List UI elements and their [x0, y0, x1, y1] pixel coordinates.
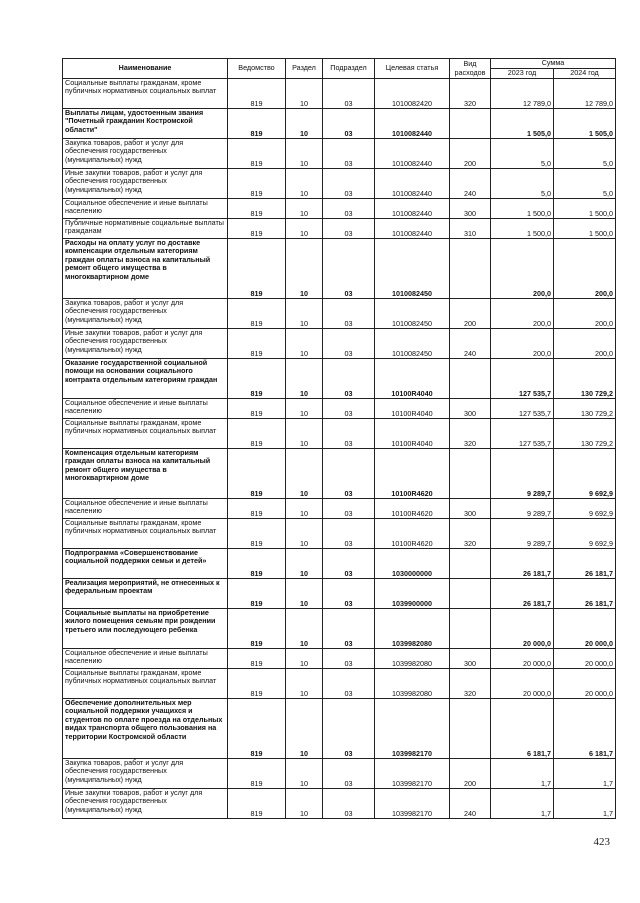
cell-sum-2024: 130 729,2 — [554, 359, 616, 399]
cell-sum-2024: 1,7 — [554, 759, 616, 789]
table-row — [63, 79, 616, 109]
cell-vid — [450, 699, 491, 759]
cell-vedomstvo: 819 — [228, 359, 286, 399]
cell-celevaya: 1010082450 — [375, 329, 450, 359]
cell-name: Подпрограмма «Совершенствование социальной поддержки семьи и детей» — [63, 549, 228, 579]
table-row — [63, 399, 616, 419]
cell-vid — [450, 359, 491, 399]
cell-podrazdel: 03 — [323, 139, 375, 169]
cell-vid: 200 — [450, 759, 491, 789]
table-row — [63, 649, 616, 669]
cell-name: Закупка товаров, работ и услуг для обеспечения государственных (муниципальных) нужд — [63, 299, 228, 329]
cell-name: Социальные выплаты гражданам, кроме публичных нормативных социальных выплат — [63, 79, 228, 109]
cell-celevaya: 1030000000 — [375, 549, 450, 579]
cell-podrazdel: 03 — [323, 329, 375, 359]
cell-sum-2023: 5,0 — [491, 139, 554, 169]
cell-name: Социальные выплаты на приобретение жилого помещения семьям при рождении третьего или последующего ребенка — [63, 609, 228, 649]
cell-razdel: 10 — [286, 199, 323, 219]
cell-razdel: 10 — [286, 169, 323, 199]
cell-vid: 200 — [450, 139, 491, 169]
cell-sum-2024: 9 692,9 — [554, 499, 616, 519]
cell-sum-2024: 6 181,7 — [554, 699, 616, 759]
cell-name: Социальное обеспечение и иные выплаты населению — [63, 199, 228, 219]
cell-name: Иные закупки товаров, работ и услуг для обеспечения государственных (муниципальных) нужд — [63, 169, 228, 199]
cell-celevaya: 1039900000 — [375, 579, 450, 609]
cell-vid: 320 — [450, 79, 491, 109]
cell-sum-2024: 1,7 — [554, 789, 616, 819]
table-row — [63, 239, 616, 299]
cell-vedomstvo: 819 — [228, 109, 286, 139]
page-number: 423 — [593, 836, 610, 848]
cell-sum-2023: 1 505,0 — [491, 109, 554, 139]
cell-podrazdel: 03 — [323, 499, 375, 519]
cell-vedomstvo: 819 — [228, 329, 286, 359]
col-header-razdel: Раздел — [286, 59, 323, 79]
table-row — [63, 139, 616, 169]
cell-sum-2023: 9 289,7 — [491, 499, 554, 519]
cell-podrazdel: 03 — [323, 169, 375, 199]
cell-sum-2024: 130 729,2 — [554, 419, 616, 449]
table-row — [63, 669, 616, 699]
cell-podrazdel: 03 — [323, 649, 375, 669]
cell-celevaya: 1010082440 — [375, 169, 450, 199]
cell-name: Реализация мероприятий, не отнесенных к федеральным проектам — [63, 579, 228, 609]
cell-podrazdel: 03 — [323, 79, 375, 109]
cell-celevaya: 10100R4620 — [375, 519, 450, 549]
table-row — [63, 579, 616, 609]
cell-sum-2023: 12 789,0 — [491, 79, 554, 109]
table-row — [63, 609, 616, 649]
cell-razdel: 10 — [286, 789, 323, 819]
cell-vedomstvo: 819 — [228, 649, 286, 669]
cell-razdel: 10 — [286, 359, 323, 399]
cell-razdel: 10 — [286, 609, 323, 649]
cell-sum-2024: 200,0 — [554, 329, 616, 359]
cell-sum-2023: 200,0 — [491, 329, 554, 359]
cell-vid — [450, 449, 491, 499]
cell-sum-2024: 26 181,7 — [554, 549, 616, 579]
table-row — [63, 759, 616, 789]
cell-vedomstvo: 819 — [228, 399, 286, 419]
cell-name: Иные закупки товаров, работ и услуг для обеспечения государственных (муниципальных) нужд — [63, 329, 228, 359]
col-header-summa: Сумма — [491, 59, 616, 69]
cell-podrazdel: 03 — [323, 449, 375, 499]
cell-vid: 240 — [450, 789, 491, 819]
table-row — [63, 449, 616, 499]
cell-name: Иные закупки товаров, работ и услуг для обеспечения государственных (муниципальных) нужд — [63, 789, 228, 819]
cell-razdel: 10 — [286, 109, 323, 139]
col-header-podrazdel: Подраздел — [323, 59, 375, 79]
cell-name: Оказание государственной социальной помощи на основании социального контракта отдельным категориям граждан — [63, 359, 228, 399]
cell-vedomstvo: 819 — [228, 239, 286, 299]
cell-podrazdel: 03 — [323, 299, 375, 329]
cell-vedomstvo: 819 — [228, 219, 286, 239]
cell-vedomstvo: 819 — [228, 169, 286, 199]
cell-razdel: 10 — [286, 499, 323, 519]
cell-sum-2024: 1 500,0 — [554, 219, 616, 239]
cell-podrazdel: 03 — [323, 759, 375, 789]
budget-table-sheet — [62, 58, 615, 819]
cell-name: Выплаты лицам, удостоенным звания "Почетный гражданин Костромской области" — [63, 109, 228, 139]
cell-podrazdel: 03 — [323, 109, 375, 139]
cell-sum-2023: 127 535,7 — [491, 359, 554, 399]
cell-celevaya: 10100R4040 — [375, 419, 450, 449]
cell-sum-2023: 200,0 — [491, 239, 554, 299]
cell-sum-2023: 1,7 — [491, 789, 554, 819]
cell-name: Закупка товаров, работ и услуг для обеспечения государственных (муниципальных) нужд — [63, 139, 228, 169]
cell-celevaya: 10100R4620 — [375, 499, 450, 519]
cell-podrazdel: 03 — [323, 669, 375, 699]
table-row — [63, 329, 616, 359]
cell-sum-2023: 20 000,0 — [491, 649, 554, 669]
cell-vedomstvo: 819 — [228, 759, 286, 789]
cell-vid: 320 — [450, 419, 491, 449]
cell-razdel: 10 — [286, 399, 323, 419]
cell-celevaya: 1039982080 — [375, 669, 450, 699]
cell-sum-2023: 6 181,7 — [491, 699, 554, 759]
table-row — [63, 199, 616, 219]
budget-table — [62, 58, 616, 819]
cell-razdel: 10 — [286, 79, 323, 109]
cell-podrazdel: 03 — [323, 199, 375, 219]
cell-vedomstvo: 819 — [228, 139, 286, 169]
cell-celevaya: 10100R4040 — [375, 399, 450, 419]
cell-razdel: 10 — [286, 219, 323, 239]
cell-vedomstvo: 819 — [228, 449, 286, 499]
cell-razdel: 10 — [286, 699, 323, 759]
cell-vid — [450, 549, 491, 579]
cell-podrazdel: 03 — [323, 609, 375, 649]
cell-name: Социальное обеспечение и иные выплаты населению — [63, 399, 228, 419]
cell-vedomstvo: 819 — [228, 609, 286, 649]
cell-vedomstvo: 819 — [228, 789, 286, 819]
col-header-name: Наименование — [63, 59, 228, 79]
cell-razdel: 10 — [286, 329, 323, 359]
table-row — [63, 699, 616, 759]
table-body — [63, 79, 616, 819]
cell-podrazdel: 03 — [323, 549, 375, 579]
table-row — [63, 789, 616, 819]
cell-sum-2024: 1 505,0 — [554, 109, 616, 139]
cell-vid — [450, 239, 491, 299]
cell-razdel: 10 — [286, 449, 323, 499]
cell-sum-2023: 1 500,0 — [491, 199, 554, 219]
cell-vid: 300 — [450, 649, 491, 669]
table-row — [63, 419, 616, 449]
cell-name: Расходы на оплату услуг по доставке компенсации отдельным категориям граждан оплаты взноса на капитальный ремонт общего имущества в многоквартирном доме — [63, 239, 228, 299]
cell-vid: 200 — [450, 299, 491, 329]
cell-podrazdel: 03 — [323, 419, 375, 449]
cell-vid — [450, 579, 491, 609]
cell-sum-2024: 200,0 — [554, 239, 616, 299]
cell-podrazdel: 03 — [323, 579, 375, 609]
cell-sum-2024: 20 000,0 — [554, 649, 616, 669]
cell-sum-2024: 5,0 — [554, 139, 616, 169]
cell-celevaya: 10100R4620 — [375, 449, 450, 499]
cell-podrazdel: 03 — [323, 519, 375, 549]
table-row — [63, 359, 616, 399]
cell-razdel: 10 — [286, 579, 323, 609]
cell-celevaya: 1039982080 — [375, 649, 450, 669]
cell-sum-2023: 200,0 — [491, 299, 554, 329]
table-row — [63, 499, 616, 519]
col-header-vedomstvo: Ведомство — [228, 59, 286, 79]
cell-name: Социальные выплаты гражданам, кроме публичных нормативных социальных выплат — [63, 519, 228, 549]
cell-name: Социальное обеспечение и иные выплаты населению — [63, 649, 228, 669]
cell-celevaya: 1010082440 — [375, 219, 450, 239]
cell-sum-2024: 200,0 — [554, 299, 616, 329]
cell-celevaya: 1039982080 — [375, 609, 450, 649]
cell-sum-2023: 9 289,7 — [491, 519, 554, 549]
cell-vedomstvo: 819 — [228, 419, 286, 449]
cell-sum-2024: 26 181,7 — [554, 579, 616, 609]
cell-razdel: 10 — [286, 669, 323, 699]
col-header-vid: Вид расходов — [450, 59, 491, 79]
cell-name: Социальные выплаты гражданам, кроме публичных нормативных социальных выплат — [63, 419, 228, 449]
cell-podrazdel: 03 — [323, 699, 375, 759]
cell-vedomstvo: 819 — [228, 699, 286, 759]
cell-name: Социальные выплаты гражданам, кроме публичных нормативных социальных выплат — [63, 669, 228, 699]
cell-razdel: 10 — [286, 299, 323, 329]
cell-sum-2024: 1 500,0 — [554, 199, 616, 219]
cell-vedomstvo: 819 — [228, 549, 286, 579]
cell-celevaya: 1010082440 — [375, 109, 450, 139]
cell-celevaya: 1010082440 — [375, 199, 450, 219]
cell-sum-2024: 9 692,9 — [554, 449, 616, 499]
cell-podrazdel: 03 — [323, 789, 375, 819]
cell-name: Компенсация отдельным категориям граждан оплаты взноса на капитальный ремонт общего имущества в многоквартирном доме — [63, 449, 228, 499]
cell-podrazdel: 03 — [323, 219, 375, 239]
cell-sum-2023: 1 500,0 — [491, 219, 554, 239]
cell-sum-2023: 20 000,0 — [491, 669, 554, 699]
cell-sum-2023: 20 000,0 — [491, 609, 554, 649]
cell-vid: 300 — [450, 199, 491, 219]
cell-vid: 300 — [450, 399, 491, 419]
cell-sum-2023: 26 181,7 — [491, 579, 554, 609]
cell-vedomstvo: 819 — [228, 499, 286, 519]
cell-celevaya: 1010082420 — [375, 79, 450, 109]
cell-vedomstvo: 819 — [228, 669, 286, 699]
cell-razdel: 10 — [286, 419, 323, 449]
cell-celevaya: 1039982170 — [375, 699, 450, 759]
cell-vid — [450, 609, 491, 649]
cell-sum-2024: 12 789,0 — [554, 79, 616, 109]
table-row — [63, 519, 616, 549]
cell-vedomstvo: 819 — [228, 199, 286, 219]
cell-sum-2024: 130 729,2 — [554, 399, 616, 419]
table-row — [63, 169, 616, 199]
cell-razdel: 10 — [286, 139, 323, 169]
cell-vid: 240 — [450, 329, 491, 359]
col-header-2024: 2024 год — [554, 69, 616, 79]
cell-vid: 310 — [450, 219, 491, 239]
cell-razdel: 10 — [286, 649, 323, 669]
table-row — [63, 549, 616, 579]
cell-celevaya: 10100R4040 — [375, 359, 450, 399]
cell-sum-2023: 26 181,7 — [491, 549, 554, 579]
cell-celevaya: 1010082440 — [375, 139, 450, 169]
table-row — [63, 299, 616, 329]
cell-vid: 320 — [450, 519, 491, 549]
cell-celevaya: 1010082450 — [375, 299, 450, 329]
table-row — [63, 219, 616, 239]
cell-sum-2023: 9 289,7 — [491, 449, 554, 499]
cell-celevaya: 1010082450 — [375, 239, 450, 299]
cell-razdel: 10 — [286, 549, 323, 579]
cell-razdel: 10 — [286, 519, 323, 549]
cell-podrazdel: 03 — [323, 239, 375, 299]
cell-name: Закупка товаров, работ и услуг для обеспечения государственных (муниципальных) нужд — [63, 759, 228, 789]
cell-razdel: 10 — [286, 239, 323, 299]
cell-celevaya: 1039982170 — [375, 789, 450, 819]
cell-sum-2024: 20 000,0 — [554, 669, 616, 699]
cell-name: Публичные нормативные социальные выплаты гражданам — [63, 219, 228, 239]
table-row — [63, 109, 616, 139]
cell-sum-2023: 5,0 — [491, 169, 554, 199]
cell-sum-2023: 127 535,7 — [491, 399, 554, 419]
cell-vid: 320 — [450, 669, 491, 699]
cell-vid — [450, 109, 491, 139]
cell-celevaya: 1039982170 — [375, 759, 450, 789]
cell-name: Обеспечение дополнительных мер социальной поддержки учащихся и студентов по оплате проезда на отдельных видах транспорта общего пользования на территории Костромской области — [63, 699, 228, 759]
cell-vid: 300 — [450, 499, 491, 519]
cell-sum-2024: 20 000,0 — [554, 609, 616, 649]
cell-vedomstvo: 819 — [228, 299, 286, 329]
cell-vedomstvo: 819 — [228, 519, 286, 549]
cell-sum-2023: 1,7 — [491, 759, 554, 789]
cell-podrazdel: 03 — [323, 359, 375, 399]
cell-name: Социальное обеспечение и иные выплаты населению — [63, 499, 228, 519]
cell-razdel: 10 — [286, 759, 323, 789]
cell-vedomstvo: 819 — [228, 79, 286, 109]
col-header-celevaya: Целевая статья — [375, 59, 450, 79]
cell-vid: 240 — [450, 169, 491, 199]
cell-sum-2024: 5,0 — [554, 169, 616, 199]
cell-sum-2023: 127 535,7 — [491, 419, 554, 449]
cell-vedomstvo: 819 — [228, 579, 286, 609]
cell-sum-2024: 9 692,9 — [554, 519, 616, 549]
col-header-2023: 2023 год — [491, 69, 554, 79]
cell-podrazdel: 03 — [323, 399, 375, 419]
